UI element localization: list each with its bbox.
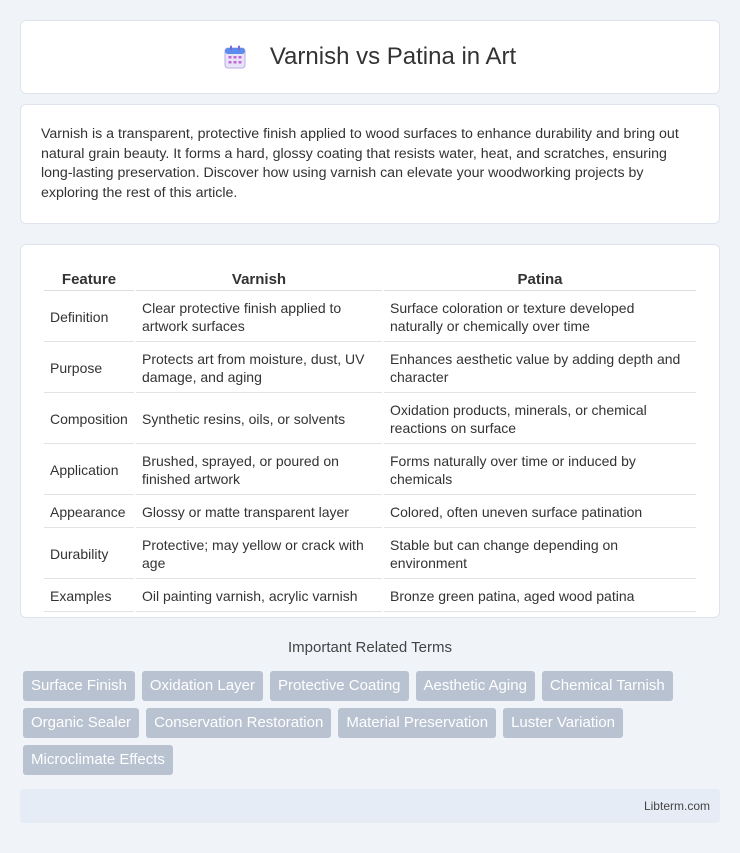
table-cell-feature: Application (44, 446, 134, 495)
related-term-tag[interactable]: Oxidation Layer (142, 671, 263, 701)
table-cell-patina: Enhances aesthetic value by adding depth and character (384, 344, 696, 393)
table-cell-feature: Durability (44, 530, 134, 579)
related-terms-title: Important Related Terms (288, 639, 452, 656)
footer-site-link[interactable]: Libterm.com (643, 799, 710, 813)
table-cell-patina: Forms naturally over time or induced by chemicals (384, 446, 696, 495)
table-cell-feature: Appearance (44, 497, 134, 528)
related-term-tag[interactable]: Organic Sealer (23, 708, 139, 738)
comparison-table-card (20, 244, 720, 618)
table-row (44, 446, 696, 495)
table-cell-patina: Stable but can change depending on environment (384, 530, 696, 579)
related-term-tag[interactable]: Material Preservation (338, 708, 496, 738)
table-cell-feature: Purpose (44, 344, 134, 393)
intro-text: Varnish is a transparent, protective finish applied to wood surfaces to enhance durability and bring out natural grain beauty. It forms a hard, glossy coating that resists water, heat, and scratches, ensuring long-lasting preservation. Discover how using varnish can elevate your woodworking projects by exploring the rest of this article. (41, 126, 679, 201)
column-header-varnish: Varnish (136, 267, 382, 291)
table-cell-varnish: Clear protective finish applied to artwork surfaces (136, 293, 382, 342)
table-row (44, 497, 696, 528)
table-cell-varnish: Synthetic resins, oils, or solvents (136, 395, 382, 444)
table-cell-patina: Surface coloration or texture developed naturally or chemically over time (384, 293, 696, 342)
header-card (20, 20, 720, 94)
table-cell-varnish: Protective; may yellow or crack with age (136, 530, 382, 579)
comparison-table (42, 265, 698, 614)
footer (20, 789, 720, 823)
table-row (44, 344, 696, 393)
table-header-row (44, 267, 696, 291)
related-term-tag[interactable]: Conservation Restoration (146, 708, 331, 738)
intro-card (20, 104, 720, 224)
related-term-tag[interactable]: Microclimate Effects (23, 745, 173, 775)
calendar-icon (224, 45, 246, 69)
column-header-feature: Feature (44, 267, 134, 291)
table-cell-varnish: Glossy or matte transparent layer (136, 497, 382, 528)
table-row (44, 530, 696, 579)
related-terms-list (23, 671, 723, 775)
table-cell-varnish: Oil painting varnish, acrylic varnish (136, 581, 382, 612)
table-cell-varnish: Brushed, sprayed, or poured on finished artwork (136, 446, 382, 495)
table-cell-patina: Bronze green patina, aged wood patina (384, 581, 696, 612)
related-term-tag[interactable]: Chemical Tarnish (542, 671, 673, 701)
table-row (44, 293, 696, 342)
table-row (44, 395, 696, 444)
column-header-patina: Patina (384, 267, 696, 291)
related-term-tag[interactable]: Protective Coating (270, 671, 409, 701)
related-term-tag[interactable]: Aesthetic Aging (416, 671, 535, 701)
table-cell-feature: Examples (44, 581, 134, 612)
table-cell-varnish: Protects art from moisture, dust, UV damage, and aging (136, 344, 382, 393)
table-cell-feature: Definition (44, 293, 134, 342)
related-term-tag[interactable]: Luster Variation (503, 708, 623, 738)
related-term-tag[interactable]: Surface Finish (23, 671, 135, 701)
table-cell-feature: Composition (44, 395, 134, 444)
table-cell-patina: Colored, often uneven surface patination (384, 497, 696, 528)
page-title: Varnish vs Patina in Art (269, 43, 517, 70)
table-row (44, 581, 696, 612)
table-cell-patina: Oxidation products, minerals, or chemical reactions on surface (384, 395, 696, 444)
